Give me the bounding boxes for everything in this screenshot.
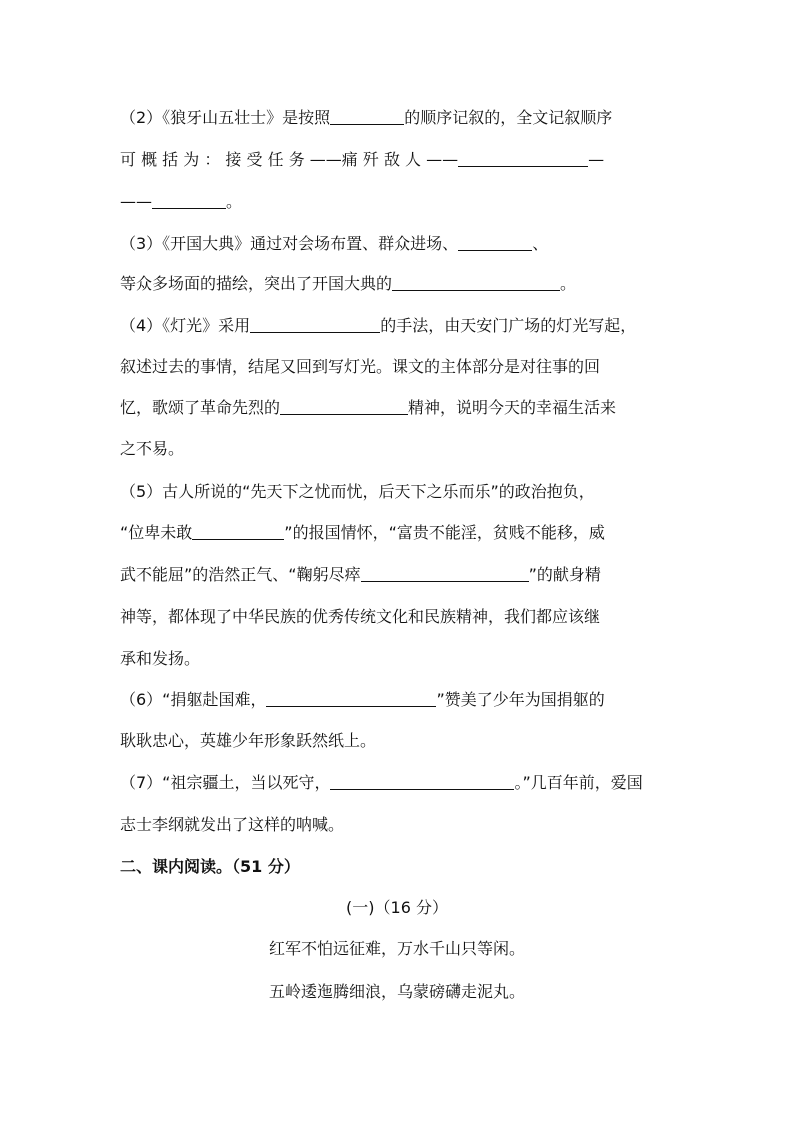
q2-text: （2）《狼牙山五壮士》是按照 — [120, 108, 331, 127]
q2-blank-sequence-1[interactable] — [458, 150, 588, 167]
q4-blank-spirit[interactable] — [280, 398, 408, 415]
q6-blank-poem-line[interactable] — [266, 690, 436, 707]
q4-text: 忆，歌颂了革命先烈的 — [120, 398, 281, 417]
q5-text: 承和发扬。 — [120, 649, 201, 668]
q6-line-1 — [120, 690, 680, 710]
q3-line-2 — [120, 274, 680, 294]
q2-blank-order[interactable] — [330, 108, 404, 125]
q3-text: 等众多场面的描绘，突出了开国大典的 — [120, 274, 393, 293]
q5-text: “位卑未敢 — [120, 523, 193, 542]
poem-line: 五岭逶迤腾细浪，乌蒙磅礴走泥丸。 — [268, 982, 525, 1001]
q2-blank-sequence-2[interactable] — [152, 192, 226, 209]
q6-text: ”赞美了少年为国捐躯的 — [436, 690, 605, 709]
q3-blank-scene[interactable] — [458, 234, 532, 251]
q4-line-3 — [120, 398, 680, 418]
q4-line-1 — [120, 316, 680, 336]
q5-text: ”的报国情怀，“富贵不能淫，贫贱不能移，威 — [284, 523, 605, 542]
q6-text: 耿耿忠心，英雄少年形象跃然纸上。 — [120, 731, 377, 750]
q3-text: 、 — [532, 234, 549, 253]
q2-line-3 — [120, 192, 680, 212]
q5-blank-patriotism[interactable] — [192, 523, 284, 540]
q3-line-1 — [120, 234, 680, 254]
q5-blank-devotion[interactable] — [361, 565, 529, 582]
q3-text: 。 — [560, 274, 577, 293]
poem-line: 红军不怕远征难，万水千山只等闲。 — [268, 939, 525, 958]
q7-text: 。”几百年前，爱国 — [514, 773, 643, 792]
q5-line-1 — [120, 482, 680, 502]
q4-text: 之不易。 — [120, 439, 185, 458]
q5-line-5 — [120, 649, 680, 669]
q4-blank-technique[interactable] — [250, 316, 380, 333]
q2-line-1 — [120, 108, 680, 128]
reading-part-title: (一)（16 分） — [346, 898, 448, 917]
q3-text: （3）《开国大典》通过对会场布置、群众进场、 — [120, 234, 459, 253]
q5-line-4 — [120, 607, 680, 627]
q2-text: 的顺序记叙的，全文记叙顺序 — [404, 108, 613, 127]
q2-text: 。 — [226, 192, 243, 211]
q2-text: — — [588, 150, 605, 169]
q7-blank-quote[interactable] — [330, 773, 514, 790]
q5-text: ”的献身精 — [528, 565, 601, 584]
q4-text: （4）《灯光》采用 — [120, 316, 251, 335]
q7-text: 志士李纲就发出了这样的呐喊。 — [120, 815, 345, 834]
q5-line-2 — [120, 523, 680, 543]
q5-line-3 — [120, 565, 680, 585]
q6-line-2 — [120, 731, 680, 751]
q2-line-2 — [120, 150, 680, 170]
q4-text: 叙述过去的事情，结尾又回到写灯光。课文的主体部分是对往事的回 — [120, 357, 601, 376]
q5-text: 武不能屈”的浩然正气、“鞠躬尽瘁 — [120, 565, 361, 584]
q4-line-2 — [120, 357, 680, 377]
q7-line-1 — [120, 773, 680, 793]
q4-text: 的手法，由天安门广场的灯光写起， — [380, 316, 637, 335]
q2-text: 可 概 括 为 ： 接 受 任 务 ——痛 歼 敌 人 —— — [120, 150, 459, 169]
q7-text: （7）“祖宗疆土，当以死守， — [120, 773, 331, 792]
q2-text: —— — [120, 192, 152, 211]
section-heading: 二、课内阅读。（51 分） — [120, 857, 300, 876]
q5-text: 神等，都体现了中华民族的优秀传统文化和民族精神，我们都应该继 — [120, 607, 601, 626]
q3-blank-feature[interactable] — [392, 274, 560, 291]
q6-text: （6）“捐躯赴国难， — [120, 690, 267, 709]
q4-text: 精神，说明今天的幸福生活来 — [408, 398, 617, 417]
q4-line-4 — [120, 439, 680, 459]
q5-text: （5）古人所说的“先天下之忧而忧，后天下之乐而乐”的政治抱负， — [120, 482, 595, 501]
q7-line-2 — [120, 815, 680, 835]
